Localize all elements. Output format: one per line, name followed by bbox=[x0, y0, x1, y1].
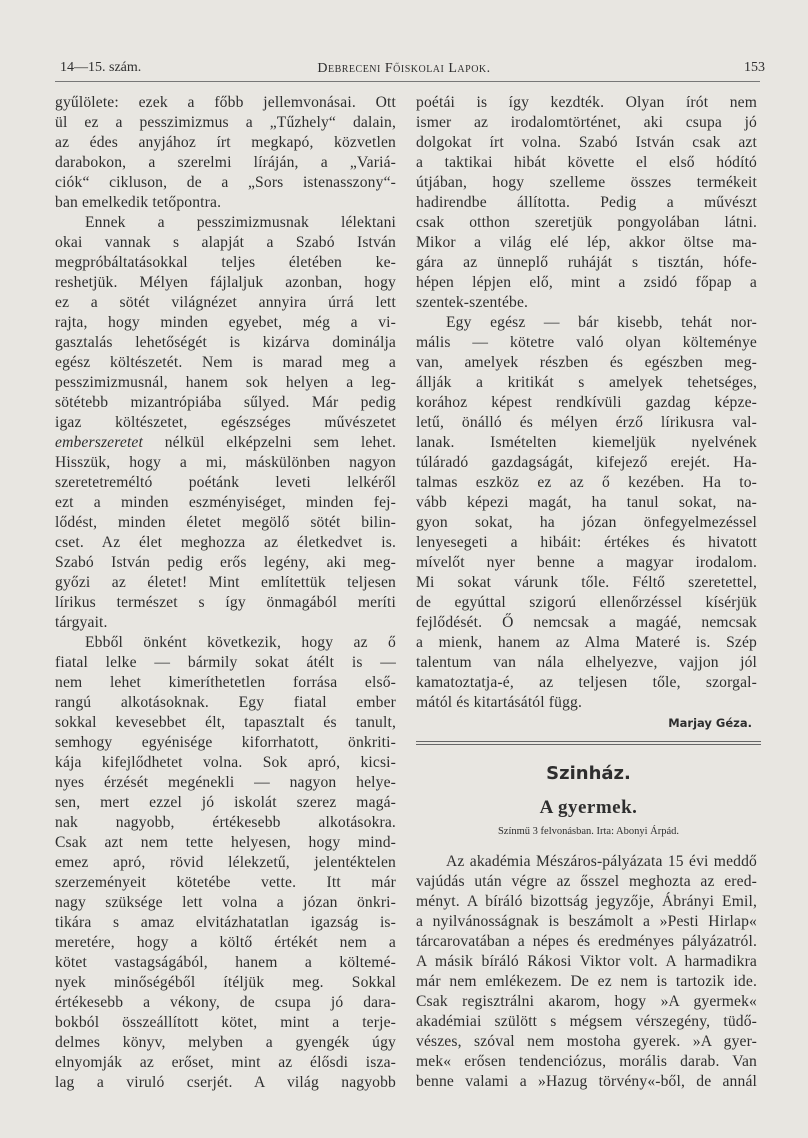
header-rule bbox=[55, 81, 760, 82]
text-line: rangú alkotásoknak. Egy fiatal ember bbox=[55, 694, 396, 711]
text-line: lag a viruló cserjét. A világ nagyobb bbox=[55, 1074, 396, 1091]
text-line: Mikor a világ elé lép, akkor öltse ma- bbox=[416, 234, 757, 251]
text-line: ciók“ cikluson, de a „Sors istenasszony“- bbox=[55, 174, 396, 191]
text-line: okai vannak s alapját a Szabó István bbox=[55, 234, 396, 251]
text-line: győzi az életet! Mint említettük teljesen bbox=[55, 574, 396, 591]
text-line: sötétebb mizantrópiába sűlyed. Már pedig bbox=[55, 394, 396, 411]
text-line: poétái is így kezdték. Olyan írót nem bbox=[416, 94, 757, 111]
text-line: Az akadémia Mészáros-pályázata 15 évi meddő bbox=[446, 853, 757, 870]
text-line: a taktikai hibát követte el első hódító bbox=[416, 154, 757, 171]
text-line: hépen lépjen elő, mint a zsidó főpap a bbox=[416, 274, 757, 291]
text-line: gasztalás lehetőségét is kizárva dominálja bbox=[55, 334, 396, 351]
paragraph bbox=[416, 852, 757, 1092]
text-line: letű, önálló és mélyen érző lírikusra val- bbox=[416, 414, 757, 431]
paragraph bbox=[416, 93, 757, 313]
text-line: korához képest rendkívüli gazdag képze- bbox=[416, 394, 757, 411]
text-line: fejlődését. Ő nemcsak a magáé, nemcsak bbox=[416, 614, 757, 631]
page-number: 153 bbox=[744, 60, 765, 75]
author-signature: Marjay Géza. bbox=[668, 716, 752, 730]
text-line: tárgyait. bbox=[55, 614, 108, 631]
text-line: kötet vastagságából, hanem a költemé- bbox=[55, 954, 396, 971]
text-line: lírikus természet s így önmagából meríti bbox=[55, 594, 396, 611]
text-line: szentek-szentébe. bbox=[416, 294, 529, 311]
text-line: mívelőt nyer benne a magyar irodalom. bbox=[416, 554, 757, 571]
issue-number: 14—15. szám. bbox=[60, 60, 142, 75]
text-line: nagy szüksége lett volna a józan önkri- bbox=[55, 894, 396, 911]
text-line: mától és kitartásától függ. bbox=[416, 694, 583, 711]
text-line: a nyilvánosságnak is beszámolt a »Pesti Hirlap« bbox=[416, 913, 757, 930]
text-line: ül ez a pesszimizmus a „Tűzhely“ dalain, bbox=[55, 114, 396, 131]
text-line: Csak azt nem tette helyesen, hogy mind- bbox=[55, 834, 396, 851]
text-line: Ebből önként következik, hogy az ő bbox=[85, 634, 396, 651]
emphasized-word: emberszeretet bbox=[55, 434, 143, 451]
text-line: Szabó István pedig erős legény, aki meg- bbox=[55, 554, 396, 571]
text-line: megpróbáltatásokkal teljes életében ke- bbox=[55, 254, 396, 271]
text-line: ményt. A bíráló bizottság jegyzője, Ábrányi Emil, bbox=[416, 893, 757, 910]
text-line: akadémiai szülött s mégsem vérszegény, tüdő- bbox=[416, 1013, 757, 1030]
text-line: már nem emlékezem. De ez nem is tartozik ide. bbox=[416, 973, 757, 990]
play-title: A gyermek. bbox=[539, 797, 638, 818]
text-line: gyon sokat, ha józan önfegyelmezéssel bbox=[416, 514, 757, 531]
text-line: semhogy egyénisége kiforrhatott, önkriti- bbox=[55, 734, 396, 751]
paragraph bbox=[55, 633, 396, 1093]
text-line: tikára s amaz elvitázhatatlan igazság is- bbox=[55, 914, 396, 931]
text-line: darabokon, a szerelmi líráján, a „Variá- bbox=[55, 154, 396, 171]
text-line: vább képezi magát, ha tanul sokat, na- bbox=[416, 494, 757, 511]
text-line: Ennek a pesszimizmusnak lélektani bbox=[85, 214, 396, 231]
text-line: Csak regisztrálni akarom, hogy »A gyermek« bbox=[416, 993, 757, 1010]
text-line: értékesebb a vékony, de csupa jó dara- bbox=[55, 994, 396, 1011]
text-line: emez apró, rövid lélekzetű, jelentéktelen bbox=[55, 854, 396, 871]
paragraph bbox=[55, 213, 396, 633]
text-line: igaz költészetet, egészséges művészetet bbox=[55, 414, 396, 431]
left-column bbox=[55, 93, 396, 1093]
text-line: kája kifejlődhetet volna. Sok apró, kicsi- bbox=[55, 754, 396, 771]
text-line: ban emelkedik tetőpontra. bbox=[55, 194, 222, 211]
journal-title: Debreceni Főiskolai Lapok. bbox=[317, 61, 491, 76]
theater-review-body bbox=[416, 852, 757, 1092]
text-line: nak nagyobb, értékesebb alkotásokra. bbox=[55, 814, 396, 831]
text-line: A másik bíráló Rákosi Viktor volt. A harmadikra bbox=[416, 953, 757, 970]
section-title: Szinház. bbox=[546, 763, 631, 784]
text-line: vészes, szóval nem mostoha gyerek. »A gyer- bbox=[416, 1033, 757, 1050]
text-line: a mienk, hanem az Alma Materé is. Szép bbox=[416, 634, 757, 651]
text-line: elnyomják az erőset, mint az élősdi isza- bbox=[55, 1054, 396, 1071]
text-line: ismer az irodalomtörténet, aki csupa jó bbox=[416, 114, 757, 131]
text-line: Egy egész — bár kisebb, tehát nor- bbox=[446, 314, 757, 331]
text-line bbox=[55, 433, 396, 453]
text-line: fiatal lelke — bármily sokat átélt is — bbox=[55, 654, 396, 671]
text-line: pesszimizmusnál, hanem sok helyen a leg- bbox=[55, 374, 396, 391]
text-line: mek« erősen tendenciózus, morális darab. Van bbox=[416, 1053, 757, 1070]
text-line: csak otthon szeretjük pongyolában látni. bbox=[416, 214, 757, 231]
text-line: szerzeményeit kötetébe vette. Itt már bbox=[55, 874, 396, 891]
text-line: de egyúttal szigorú ellenőrzéssel kísérjük bbox=[416, 594, 757, 611]
text-line: reshetjük. Mélyen fájlaljuk azonban, hogy bbox=[55, 274, 396, 291]
text-line: talentum van nála elhelyezve, vajjon jól bbox=[416, 654, 757, 671]
text-line: talmas eszköz ez az ő kezében. Ha to- bbox=[416, 474, 757, 491]
paragraph bbox=[416, 313, 757, 713]
text-line: kamatoztatja-é, az teljesen tőle, szorgal- bbox=[416, 674, 757, 691]
text-line: nem lehet kimeríthetetlen forrása első- bbox=[55, 674, 396, 691]
text-line: lenyesegeti a hibáit: értékes és hivatott bbox=[416, 534, 757, 551]
text-line: szeretetreméltó poétánk leveti lelkéről bbox=[55, 474, 396, 491]
text-line: benne valami a »Hazug törvény«-ből, de annál bbox=[416, 1073, 757, 1090]
text-line: ez a sötét világnézet annyira úrrá lett bbox=[55, 294, 396, 311]
text-line: ezt a minden eszményiséget, minden fej- bbox=[55, 494, 396, 511]
text-line: tárcarovatában a népes és eredményes pályázatról. bbox=[416, 933, 757, 950]
text-line: delmes könyv, melyben a gyengék úgy bbox=[55, 1034, 396, 1051]
text-line: vajúdás után végre az ősszel meghozta az ered- bbox=[416, 873, 757, 890]
text-line: sokkal kevesebbet élt, tapasztalt és tanult, bbox=[55, 714, 396, 731]
text-line: túláradó gazdagságát, kifejező erejét. Ha- bbox=[416, 454, 757, 471]
text-line: Hisszük, hogy a mi, máskülönben nagyon bbox=[55, 454, 396, 471]
text-line: nyes érzését megénekli — nagyon helye- bbox=[55, 774, 396, 791]
right-column bbox=[416, 93, 757, 713]
text-line: az édes anyjához írt megkapó, közvetlen bbox=[55, 134, 396, 151]
text-line: sen, mert ezzel jó iskolát szerez magá- bbox=[55, 794, 396, 811]
text-line: gára az ünneplő ruháját s tisztán, hófe- bbox=[416, 254, 757, 271]
section-divider bbox=[416, 741, 761, 745]
text-line: Mi sokat várunk tőle. Féltő szeretettel, bbox=[416, 574, 757, 591]
text-line: állják a kritikát s amelyek tehetséges, bbox=[416, 374, 757, 391]
text-line: dolgokat írt volna. Szabó István csak azt bbox=[416, 134, 757, 151]
text-line: meretére, hogy a költő értékét nem a bbox=[55, 934, 396, 951]
text-line: lanak. Ismételten kiemeljük nyelvének bbox=[416, 434, 757, 451]
text-line: hadirendbe állította. Pedig a művészt bbox=[416, 194, 757, 211]
play-subtitle: Színmű 3 felvonásban. Irta: Abonyi Árpád. bbox=[497, 826, 680, 837]
text-line: bokból összeállított kötet, mint a terje- bbox=[55, 1014, 396, 1031]
text-line: van, amelyek részben és egészben meg- bbox=[416, 354, 757, 371]
text-line: rajta, hogy minden egyebet, még a vi- bbox=[55, 314, 396, 331]
text-line: útjában, hogy szelleme összes termékeit bbox=[416, 174, 757, 191]
text-line: cset. Az élet meghozza az életkedvet is. bbox=[55, 534, 396, 551]
text-line: gyűlölete: ezek a főbb jellemvonásai. Ott bbox=[55, 94, 396, 111]
text-line: mális — kötetre való olyan költeménye bbox=[416, 334, 757, 351]
text-line: egész költészetét. Nem is marad meg a bbox=[55, 354, 396, 371]
paragraph bbox=[55, 93, 396, 213]
text-line: nyek minőségéből ítéljük meg. Sokkal bbox=[55, 974, 396, 991]
text-line: lődést, minden életet megölő sötét bilin- bbox=[55, 514, 396, 531]
line-rest: nélkül elképzelni sem lehet. bbox=[142, 434, 396, 451]
